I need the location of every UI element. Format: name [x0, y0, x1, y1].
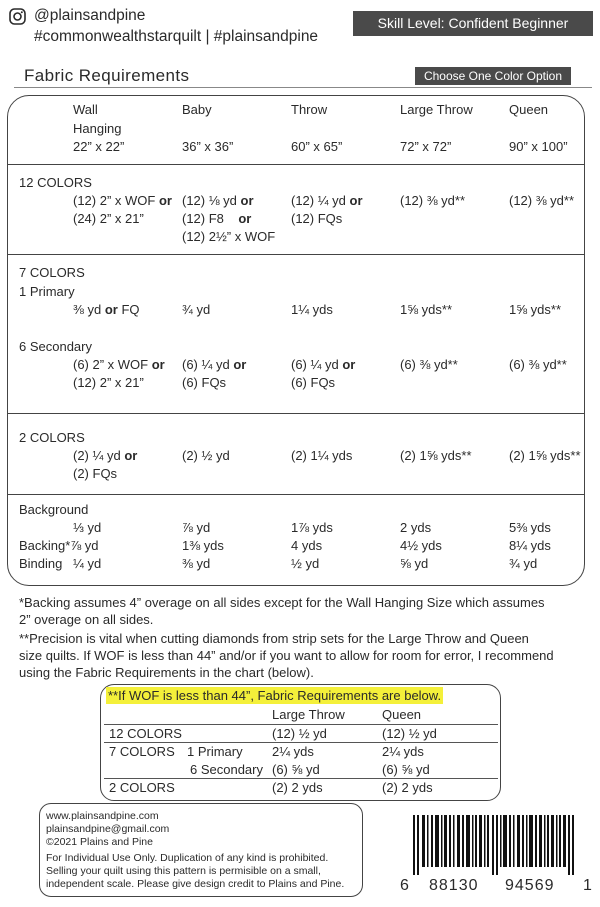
cell-backing-queen: 8¼ yds	[509, 538, 551, 553]
row-label-secondary: 6 Secondary	[19, 339, 92, 354]
cell-12-baby: (12) ⅛ yd or	[182, 193, 254, 208]
cell-12-throw: (12) ¼ yd or	[291, 193, 363, 208]
cell-bg-queen: 5⅜ yds	[509, 520, 551, 535]
barcode-icon	[413, 815, 580, 875]
col-dims-wall: 22” x 22”	[73, 139, 125, 154]
skill-level-badge: Skill Level: Confident Beginner	[353, 11, 593, 36]
section-title: Fabric Requirements	[24, 66, 190, 85]
choose-option-badge: Choose One Color Option	[415, 67, 571, 85]
table-divider	[8, 164, 584, 165]
cell-12-wall-alt: (24) 2” x 21”	[73, 211, 144, 226]
usage-notice: Selling your quilt using this pattern is permisible on a small,	[46, 865, 321, 877]
row-label-2-colors: 2 COLORS	[19, 430, 85, 445]
row-label-background: Background	[19, 502, 89, 517]
wof-row-2-queen: (2) 2 yds	[382, 780, 433, 795]
cell-7p-queen: 1⅝ yds**	[509, 302, 562, 317]
row-label-7-colors: 7 COLORS	[19, 265, 85, 280]
wof-row-7s-queen: (6) ⅝ yd	[382, 762, 430, 777]
cell-7s-wall-alt: (12) 2” x 21”	[73, 375, 144, 390]
footnote-line: **Precision is vital when cutting diamonds from strip sets for the Large Throw and Queen	[19, 631, 529, 646]
cell-bg-baby: ⅞ yd	[182, 520, 211, 535]
wof-row-7p-queen: 2¼ yds	[382, 744, 424, 759]
col-dims-queen: 90” x 100”	[509, 139, 568, 154]
cell-7p-baby: ¾ yd	[182, 302, 211, 317]
cell-7s-large-throw: (6) ⅜ yd**	[400, 357, 458, 372]
footnote-line: using the Fabric Requirements in the chart (below).	[19, 665, 314, 680]
cell-backing-throw: 4 yds	[291, 538, 323, 553]
wof-row-2-label: 2 COLORS	[109, 780, 175, 795]
cell-7p-throw: 1¼ yds	[291, 302, 333, 317]
cell-binding-queen: ¾ yd	[509, 556, 538, 571]
cell-2-wall-alt: (2) FQs	[73, 466, 118, 481]
cell-bg-wall: ⅓ yd	[73, 520, 102, 535]
wof-row-12-large: (12) ½ yd	[272, 726, 327, 741]
hashtags: #commonwealthstarquilt | #plainsandpine	[34, 28, 319, 45]
website-link[interactable]: www.plainsandpine.com	[46, 810, 159, 822]
barcode-digit: 1	[583, 877, 593, 894]
cell-7s-wall: (6) 2” x WOF or	[73, 357, 165, 372]
row-label-binding: Binding	[19, 556, 63, 571]
cell-backing-baby: 1⅜ yds	[182, 538, 224, 553]
cell-2-baby: (2) ½ yd	[182, 448, 230, 463]
instagram-handle: @plainsandpine	[34, 7, 146, 24]
cell-binding-throw: ½ yd	[291, 556, 320, 571]
cell-12-wall: (12) 2” x WOF or	[73, 193, 172, 208]
cell-7s-throw: (6) ¼ yd or	[291, 357, 356, 372]
cell-12-throw-alt: (12) FQs	[291, 211, 343, 226]
instagram-icon	[9, 8, 26, 25]
usage-notice: independent scale. Please give design credit to Plains and Pine.	[46, 878, 345, 890]
wof-row-12-label: 12 COLORS	[109, 726, 182, 741]
header-divider	[14, 87, 592, 88]
cell-7s-queen: (6) ⅜ yd**	[509, 357, 567, 372]
cell-7s-baby-alt: (6) FQs	[182, 375, 227, 390]
col-header-baby: Baby	[182, 102, 212, 117]
col-header-wall-2: Hanging	[73, 121, 122, 136]
row-label-12-colors: 12 COLORS	[19, 175, 92, 190]
wof-col-queen: Queen	[382, 707, 422, 722]
wof-divider	[104, 742, 498, 743]
wof-heading: **If WOF is less than 44”, Fabric Requirements are below.	[108, 688, 442, 703]
wof-row-12-queen: (12) ½ yd	[382, 726, 437, 741]
cell-12-baby-alt2: (12) 2½” x WOF	[182, 229, 276, 244]
wof-row-2-large: (2) 2 yds	[272, 780, 323, 795]
table-divider	[8, 413, 584, 414]
col-header-large-throw: Large Throw	[400, 102, 473, 117]
wof-row-7-primary: 1 Primary	[187, 744, 243, 759]
table-divider	[8, 494, 584, 495]
barcode-digit: 94569	[505, 877, 555, 894]
col-header-wall: Wall	[73, 102, 98, 117]
wof-row-7p-large: 2¼ yds	[272, 744, 314, 759]
col-dims-baby: 36” x 36”	[182, 139, 234, 154]
cell-bg-large-throw: 2 yds	[400, 520, 432, 535]
fabric-requirements-table	[7, 95, 585, 586]
cell-7p-wall: ⅜ yd or FQ	[73, 302, 140, 317]
cell-7p-large-throw: 1⅝ yds**	[400, 302, 453, 317]
cell-binding-wall: ¼ yd	[73, 556, 102, 571]
col-header-throw: Throw	[291, 102, 328, 117]
cell-2-wall: (2) ¼ yd or	[73, 448, 138, 463]
wof-divider	[104, 778, 498, 779]
cell-12-queen: (12) ⅜ yd**	[509, 193, 575, 208]
usage-notice: For Individual Use Only. Duplication of any kind is prohibited.	[46, 852, 329, 864]
wof-col-large-throw: Large Throw	[272, 707, 345, 722]
wof-row-7-label: 7 COLORS	[109, 744, 175, 759]
col-dims-large-throw: 72” x 72”	[400, 139, 452, 154]
cell-binding-baby: ⅜ yd	[182, 556, 211, 571]
cell-2-queen: (2) 1⅝ yds**	[509, 448, 581, 463]
table-divider	[8, 254, 584, 255]
cell-7s-throw-alt: (6) FQs	[291, 375, 336, 390]
wof-row-7-secondary: 6 Secondary	[190, 762, 263, 777]
footnote-line: 2” overage on all sides.	[19, 612, 154, 627]
cell-12-baby-alt: (12) F8 or	[182, 211, 252, 226]
cell-12-large-throw: (12) ⅜ yd**	[400, 193, 466, 208]
row-label-primary: 1 Primary	[19, 284, 75, 299]
wof-divider	[104, 724, 498, 725]
cell-2-large-throw: (2) 1⅝ yds**	[400, 448, 472, 463]
col-dims-throw: 60” x 65”	[291, 139, 343, 154]
cell-backing-large-throw: 4½ yds	[400, 538, 442, 553]
barcode-digit: 88130	[429, 877, 479, 894]
cell-2-throw: (2) 1¼ yds	[291, 448, 353, 463]
row-backing: Backing*⅞ yd	[19, 538, 99, 553]
cell-7s-baby: (6) ¼ yd or	[182, 357, 247, 372]
footnote-line: *Backing assumes 4” overage on all sides except for the Wall Hanging Size which assumes	[19, 595, 545, 610]
col-header-queen: Queen	[509, 102, 549, 117]
cell-binding-large-throw: ⅝ yd	[400, 556, 429, 571]
barcode-digit: 6	[400, 877, 410, 894]
email-link[interactable]: plainsandpine@gmail.com	[46, 823, 170, 835]
wof-row-7s-large: (6) ⅝ yd	[272, 762, 320, 777]
footnote-line: size quilts. If WOF is less than 44” and/or if you want to allow for room for error, I recommend	[19, 648, 554, 663]
copyright: ©2021 Plains and Pine	[46, 836, 153, 848]
cell-bg-throw: 1⅞ yds	[291, 520, 333, 535]
